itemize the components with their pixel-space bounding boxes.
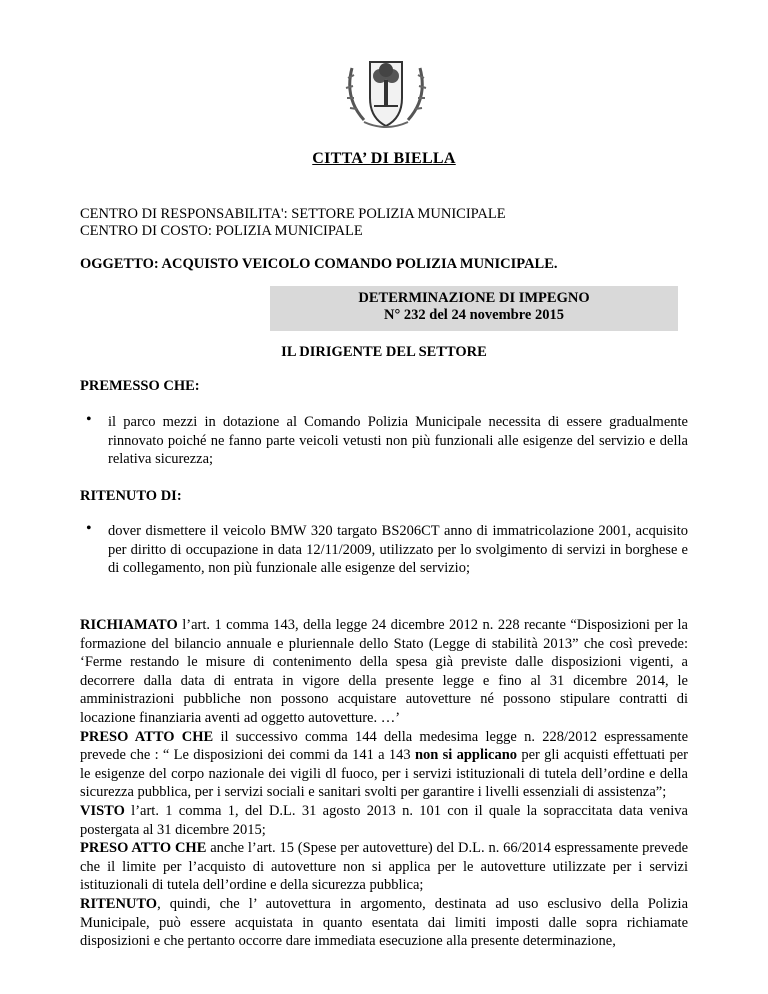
city-crest-icon (334, 58, 438, 132)
paragraph-richiamato (80, 616, 688, 728)
paragraph-text: anche l’art. 15 (Spese per autovetture) del D.L. n. 66/2014 espressamente prevede che il limite per l’acquisto di autovetture non si applica per le autovetture utilizzate per i servizi istituzionali di tutela dell’ordine e della sicurezza pubblica; (80, 840, 688, 894)
paragraph-visto (80, 802, 688, 839)
cost-center: CENTRO DI COSTO: POLIZIA MUNICIPALE (80, 223, 363, 239)
paragraph-text: l’art. 1 comma 1, del D.L. 31 agosto 2013 n. 101 con il quale la sopraccitata data veniva postergata al 31 dicembre 2015; (80, 802, 688, 838)
paragraph-lead: PRESO ATTO CHE (80, 840, 207, 857)
paragraph-emphasis: non si applicano (414, 747, 518, 764)
ritenuto-heading: RITENUTO DI: (80, 488, 182, 504)
paragraph-lead: RICHIAMATO (80, 617, 178, 633)
responsibility-center: CENTRO DI RESPONSABILITA': SETTORE POLIZIA MUNICIPALE (80, 206, 506, 222)
city-title: CITTA’ DI BIELLA (312, 150, 456, 167)
paragraph-text: per gli acquisti effettuati per le esigenze del corpo nazionale dei vigili dl fuoco, per i servizi istituzionali di tutela dell’ordine e della sicurezza pubblica, per i servizi sociali e sanitari svolti per garantire i livelli essenziali di assistenza”; (80, 747, 688, 801)
paragraph-text: il successivo comma 144 della medesima legge n. 228/2012 espressamente prevede che : “ Le disposizioni dei commi da 141 a 143 (80, 728, 689, 764)
bullet-icon: • (86, 520, 92, 537)
paragraph-text: , quindi, che l’ autovettura in argomento, destinata ad uso esclusivo della Polizia Municipale, può essere acquistata in quanto esentata dai limiti imposti dalle sopra richiamate disposizioni e che pertanto occorre dare immediata esecuzione alla presente determinazione, (80, 895, 688, 950)
bullet-icon: • (86, 411, 92, 428)
determination-box (270, 286, 678, 331)
paragraph-lead: RITENUTO (80, 895, 158, 912)
determination-number: N° 232 del 24 novembre 2015 (384, 307, 564, 323)
paragraph-lead: VISTO (80, 802, 125, 819)
ritenuto-item: dover dismettere il veicolo BMW 320 targato BS206CT anno di immatricolazione 2001, acquisito per diritto di occupazione in data 12/11/2009, utilizzato per lo svolgimento di servizi in borghese e di collegamento, non più funzionale alle esigenze del servizio; (108, 523, 688, 577)
paragraph-preso-atto-2 (80, 839, 688, 895)
paragraph-lead: PRESO ATTO CHE (80, 728, 214, 745)
body-paragraphs (80, 616, 688, 951)
paragraph-ritenuto (80, 895, 688, 951)
subject-line: OGGETTO: ACQUISTO VEICOLO COMANDO POLIZIA MUNICIPALE. (80, 256, 558, 272)
paragraph-preso-atto-1 (80, 728, 688, 802)
paragraph-text: l’art. 1 comma 143, della legge 24 dicembre 2012 n. 228 recante “Disposizioni per la formazione del bilancio annuale e pluriennale dello Stato (Legge di stabilità 2013” che così prevede: ‘Ferme restando le misure di contenimento della spesa già previste dalle disposizioni vigenti, a decorrere dalla data di entrata in vigore della presente legge e fino al 31 dicembre 2014, le amministrazioni pubbliche non possono acquistare autovetture né possono stipulare contratti di locazione finanziaria aventi ad oggetto autovetture. …’ (80, 617, 688, 726)
director-heading: IL DIRIGENTE DEL SETTORE (281, 344, 487, 360)
premesso-item: il parco mezzi in dotazione al Comando Polizia Municipale necessita di essere gradualmente rinnovato poiché ne fanno parte veicoli vetusti non più funzionali alle esigenze del servizio e della relativa sicurezza; (108, 414, 688, 468)
premesso-heading: PREMESSO CHE: (80, 378, 200, 394)
determination-title: DETERMINAZIONE DI IMPEGNO (358, 290, 590, 306)
